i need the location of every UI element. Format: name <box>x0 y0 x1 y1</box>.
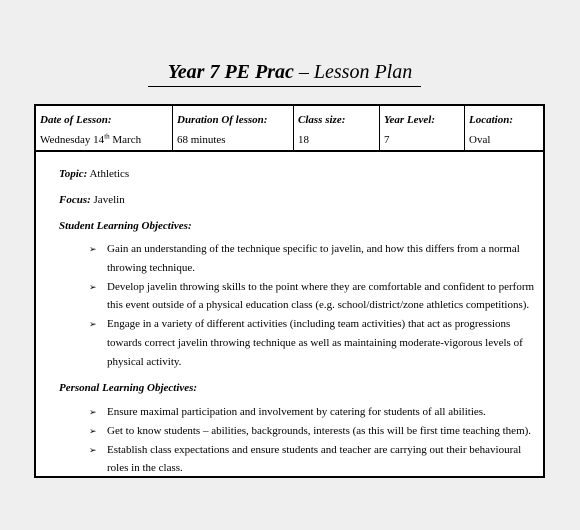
student-objective-item-text: Engage in a variety of different activities (including team activities) that act as progressions <box>107 318 511 331</box>
student-objectives-heading: Student Learning Objectives: <box>59 220 192 232</box>
student-objective-bullet-icon: ➢ <box>89 281 97 292</box>
personal-objective-item-text: Ensure maximal participation and involvement by catering for students of all abilities. <box>107 406 486 418</box>
location-value: Oval <box>469 134 491 146</box>
date-label: Date of Lesson: <box>40 114 112 126</box>
year-level-cell <box>380 106 465 150</box>
lesson-header-row <box>36 106 543 152</box>
personal-objective-bullet-icon: ➢ <box>89 425 97 436</box>
date-cell <box>36 106 173 150</box>
focus-value: Javelin <box>90 194 125 206</box>
duration-label: Duration Of lesson: <box>177 114 268 126</box>
topic-label: Topic: <box>59 168 88 180</box>
duration-cell <box>173 106 294 150</box>
location-cell <box>465 106 543 150</box>
class-size-cell <box>294 106 380 150</box>
date-value: Wednesday 14th March <box>40 132 142 146</box>
student-objective-item-text: Develop javelin throwing skills to the point where they are comfortable and confident to perform <box>107 280 535 293</box>
student-objective-bullet-icon: ➢ <box>89 244 97 254</box>
personal-objective-item-text: Get to know students – abilities, backgrounds, interests (as this will be first time teaching them). <box>107 424 532 437</box>
student-objective-bullet-icon: ➢ <box>89 319 97 330</box>
year-level-label: Year Level: <box>384 114 435 126</box>
class-size-label: Class size: <box>298 114 346 126</box>
personal-objective-item-text: Establish class expectations and ensure students and teacher are carrying out their behavioural <box>107 443 522 456</box>
student-objective-item-text: physical activity. <box>107 355 182 368</box>
title-italic: Lesson Plan <box>313 61 413 83</box>
personal-objective-bullet-icon: ➢ <box>89 444 97 455</box>
duration-value: 68 minutes <box>177 134 226 146</box>
title-bold: Year 7 PE Prac <box>167 61 294 83</box>
student-objective-item-text: Gain an understanding of the technique specific to javelin, and how this differs from a normal <box>107 243 520 255</box>
student-objective-item-text: this event outside of a physical education class (e.g. school/district/zone athletics competitions). <box>107 299 530 312</box>
class-size-value: 18 <box>298 134 309 146</box>
page-title <box>0 60 580 84</box>
topic-value: Athletics <box>87 168 130 180</box>
personal-objectives-heading: Personal Learning Objectives: <box>59 382 198 394</box>
personal-objective-item-text: roles in the class. <box>107 462 183 475</box>
personal-objective-bullet-icon: ➢ <box>89 407 97 417</box>
focus-line <box>59 194 125 206</box>
student-objective-item-text: throwing technique. <box>107 261 195 274</box>
focus-label: Focus: <box>59 194 91 206</box>
location-label: Location: <box>469 114 513 126</box>
title-underline <box>148 86 421 87</box>
title-separator: – <box>293 61 314 83</box>
topic-line <box>59 168 129 180</box>
year-level-value: 7 <box>384 134 390 146</box>
lesson-plan-table <box>34 104 545 478</box>
student-objective-item-text: towards correct javelin throwing technique as well as maintaining moderate-vigorous levels of <box>107 337 523 349</box>
